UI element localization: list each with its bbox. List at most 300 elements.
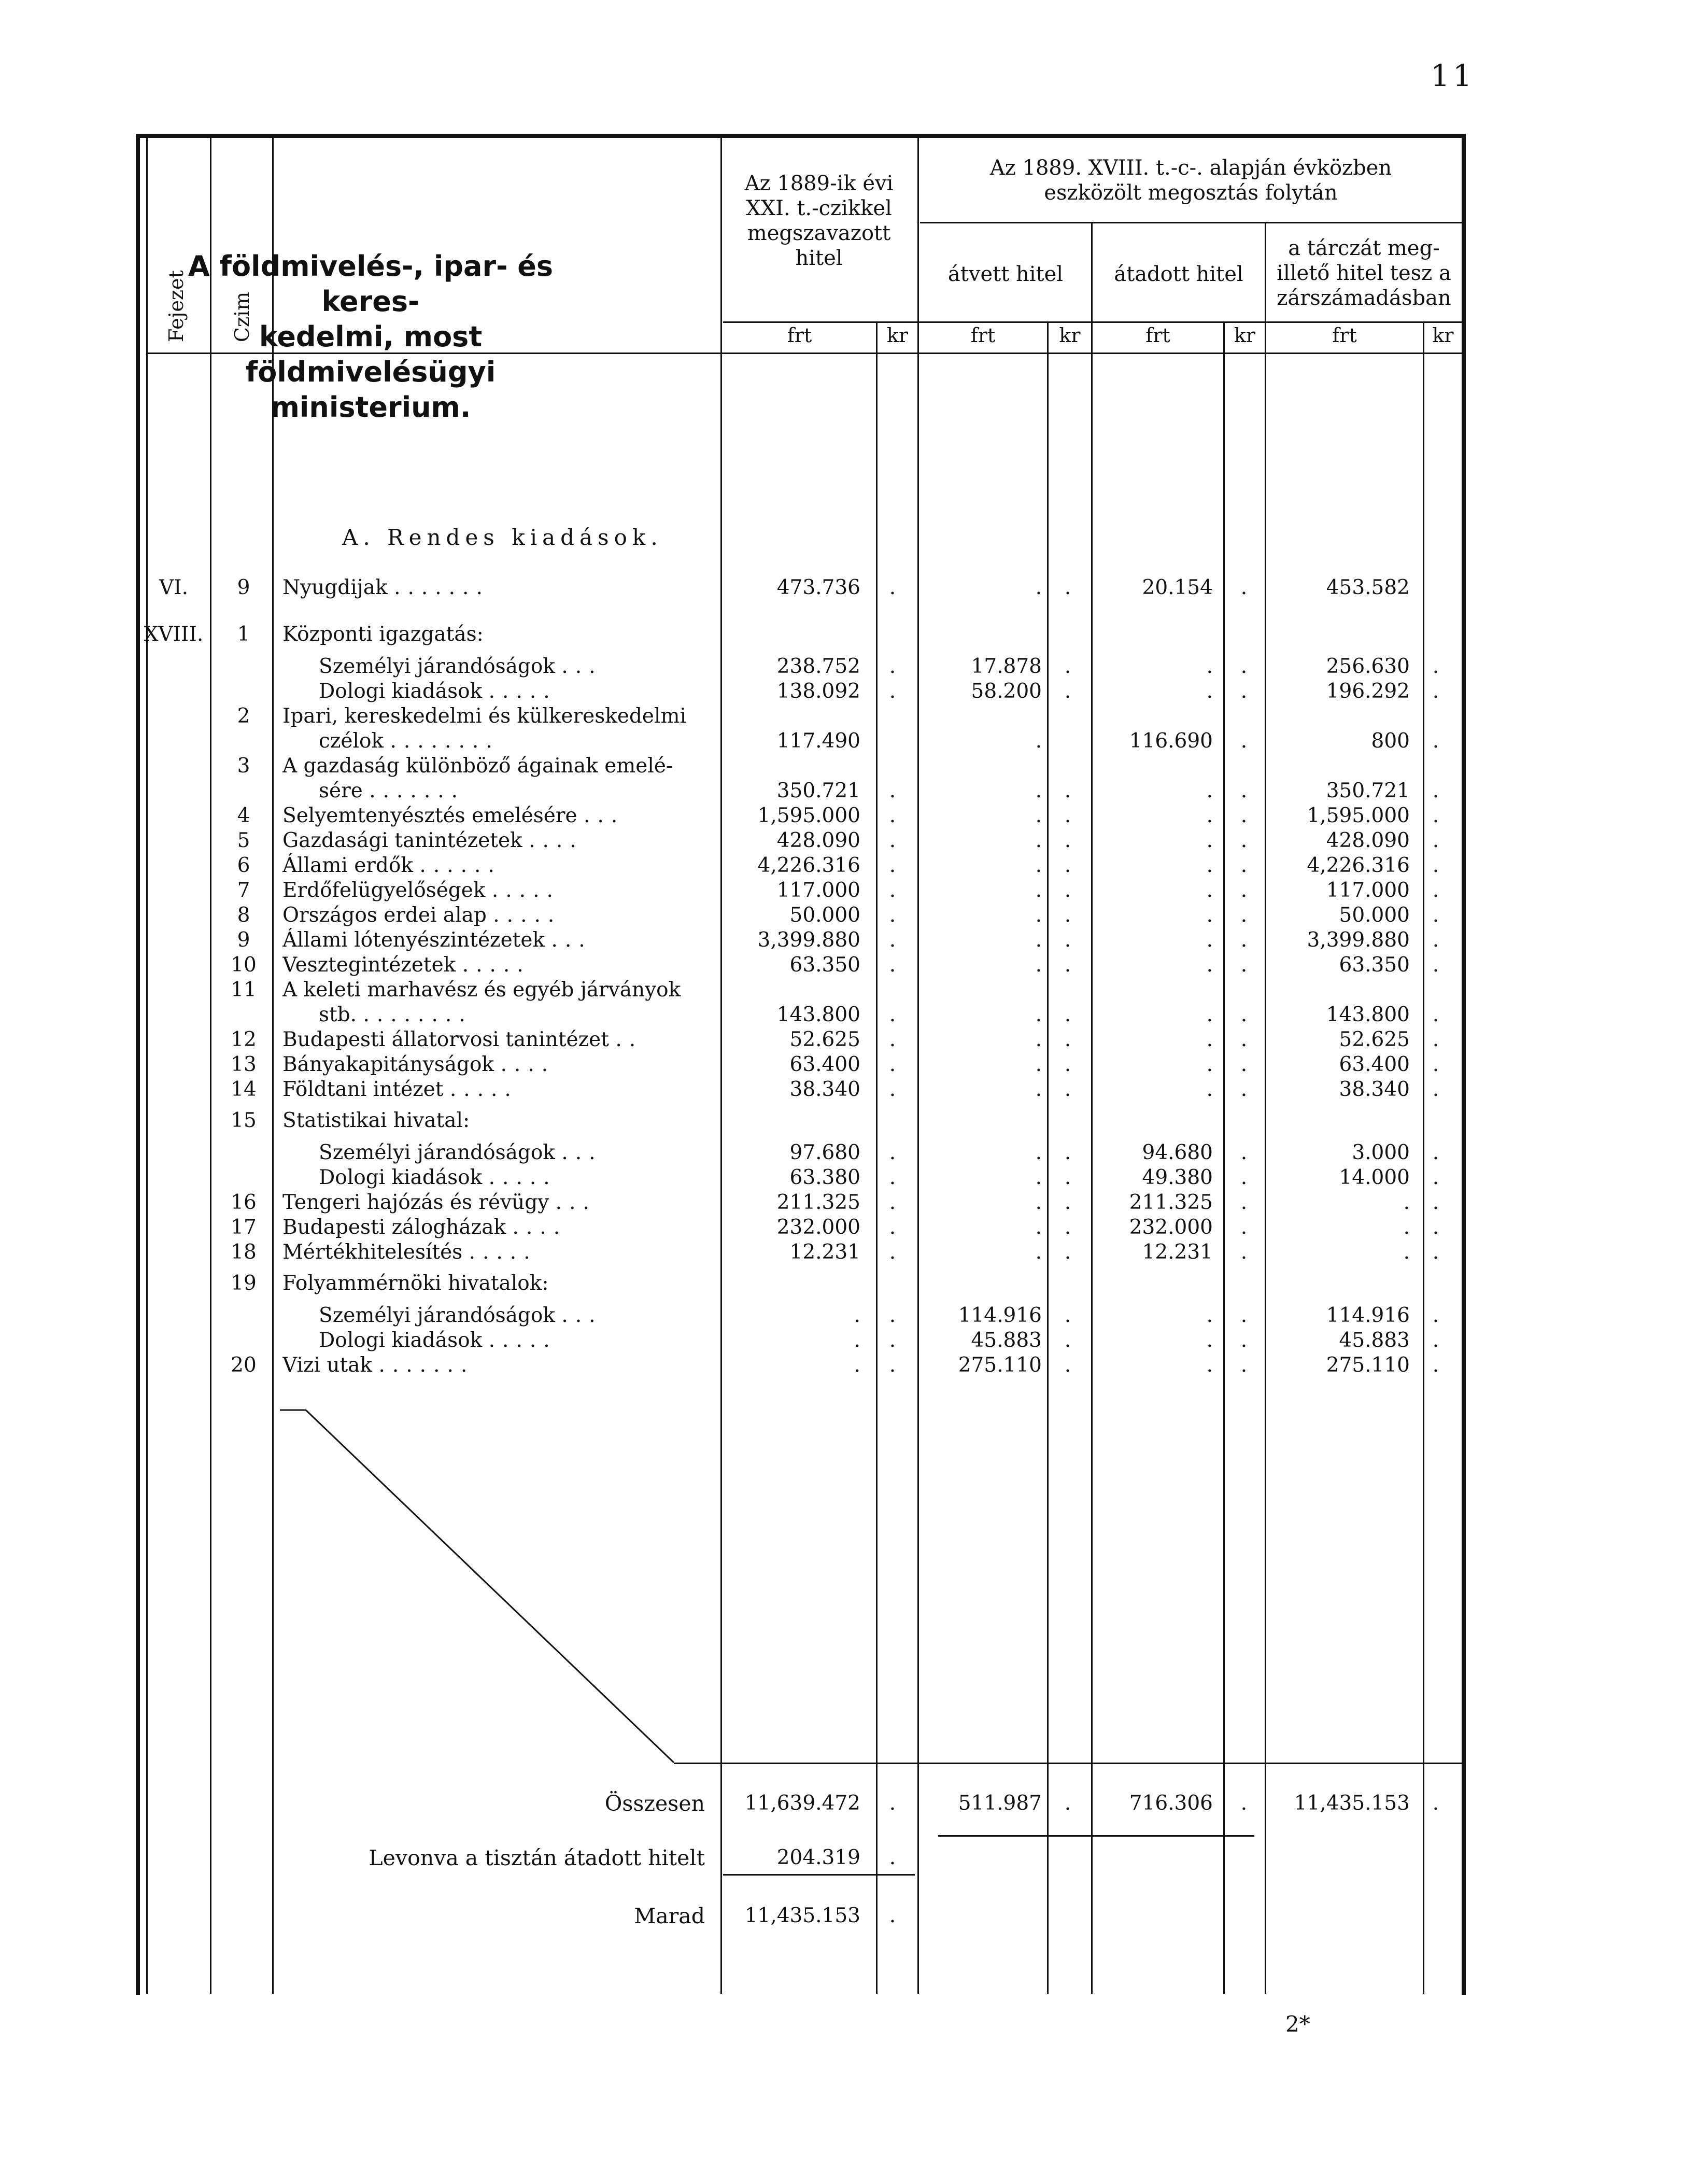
row-d2: .: [1064, 680, 1071, 703]
row-d3: .: [1240, 779, 1248, 802]
header-czim: Czim: [231, 291, 253, 342]
row-v3: .: [1206, 1028, 1213, 1051]
row-v2: .: [1035, 1028, 1042, 1051]
remain-row: [0, 1904, 1698, 1928]
row-d4: .: [1432, 680, 1439, 703]
row-v2: .: [1035, 804, 1042, 827]
row-leader-dots: .....: [493, 904, 562, 927]
row-d1: .: [889, 1078, 896, 1101]
row-v1: 350.721: [776, 779, 860, 802]
row-d2: .: [1064, 1166, 1071, 1189]
row-v4: .: [1403, 1216, 1410, 1239]
row-v3: .: [1206, 879, 1213, 902]
row-d4: .: [1432, 1191, 1439, 1214]
row-d2: .: [1064, 1354, 1071, 1377]
deduct-label: Levonva a tisztán átadott hitelt: [369, 1845, 705, 1870]
row-v1: 63.400: [789, 1053, 860, 1076]
row-v4: 38.340: [1339, 1078, 1410, 1101]
row-czim: 6: [237, 854, 250, 877]
row-leader-dots: .....: [469, 1241, 537, 1264]
row-leader-dots: ...: [561, 655, 603, 678]
page-number: 11: [1431, 58, 1475, 93]
row-d2: .: [1064, 953, 1071, 977]
row-d4: .: [1432, 1241, 1439, 1264]
row-v1: 63.350: [789, 953, 860, 977]
row-d1: .: [889, 1329, 896, 1352]
row-d4: .: [1432, 904, 1439, 927]
header-col4-line: zárszámadásban: [1277, 286, 1451, 310]
row-description-text: Budapesti állatorvosi tanintézet: [282, 1028, 609, 1051]
row-leader-dots: ........: [363, 1003, 473, 1026]
row-d3: .: [1240, 1354, 1248, 1377]
row-description-text: Országos erdei alap: [282, 904, 487, 927]
row-v2: .: [1035, 1141, 1042, 1164]
row-d2: .: [1064, 928, 1071, 952]
footer-mark: 2*: [1285, 2011, 1310, 2037]
row-leader-dots: ...: [561, 1141, 603, 1164]
row-v1: 1,595.000: [757, 804, 860, 827]
deduct-row: [0, 1845, 1698, 1870]
totals-v1: 11,639.472: [744, 1792, 860, 1815]
row-v1: 238.752: [776, 655, 860, 678]
row-czim: 20: [231, 1354, 257, 1377]
row-d3: .: [1240, 953, 1248, 977]
row-v4: 196.292: [1326, 680, 1410, 703]
row-d4: .: [1432, 1003, 1439, 1026]
row-d3: .: [1240, 729, 1248, 753]
row-leader-dots: ...: [584, 804, 625, 827]
row-d1: .: [889, 854, 896, 877]
row-v3: 211.325: [1129, 1191, 1213, 1214]
unit-kr-4: kr: [1432, 324, 1454, 347]
header-col4-line: illető hitel tesz a: [1277, 261, 1451, 285]
row-v2: .: [1035, 779, 1042, 802]
deduct-v1: 204.319: [776, 1846, 860, 1869]
totals-d1: .: [889, 1792, 896, 1815]
unit-kr-2: kr: [1059, 324, 1081, 347]
row-d4: .: [1432, 879, 1439, 902]
row-v4: 1,595.000: [1307, 804, 1410, 827]
row-v2: .: [1035, 854, 1042, 877]
row-czim: 8: [237, 904, 250, 927]
row-d4: .: [1432, 829, 1439, 852]
row-v1: 138.092: [776, 680, 860, 703]
row-v4: 256.630: [1326, 655, 1410, 678]
row-d2: .: [1064, 854, 1071, 877]
row-v2: .: [1035, 729, 1042, 753]
row-v1: .: [854, 1354, 860, 1377]
row-czim: 7: [237, 879, 250, 902]
row-v2: 17.878: [971, 655, 1042, 678]
row-d3: .: [1240, 879, 1248, 902]
row-description-text: Személyi járandóságok: [319, 655, 555, 678]
row-leader-dots: .....: [488, 1329, 557, 1352]
row-d1: .: [889, 953, 896, 977]
row-d3: .: [1240, 1028, 1248, 1051]
remain-v1: 11,435.153: [744, 1904, 860, 1927]
row-v4: 50.000: [1339, 904, 1410, 927]
row-v1: 63.380: [789, 1166, 860, 1189]
header-group-line: eszközölt megosztás folytán: [1044, 181, 1338, 205]
unit-frt-2: frt: [970, 324, 996, 347]
row-v3: .: [1206, 779, 1213, 802]
row-v2: .: [1035, 879, 1042, 902]
row-v4: 143.800: [1326, 1003, 1410, 1026]
row-d1: .: [889, 804, 896, 827]
row-v3: .: [1206, 1304, 1213, 1327]
row-description-text: Selyemtenyésztés emelésére: [282, 804, 577, 827]
row-d1: .: [889, 1241, 896, 1264]
row-czim: 16: [231, 1191, 257, 1214]
row-v3: .: [1206, 1053, 1213, 1076]
row-v3: .: [1206, 1329, 1213, 1352]
row-description-text: A keleti marhavész és egyéb járványok: [282, 978, 681, 1002]
row-v1: 50.000: [789, 904, 860, 927]
row-v2: 114.916: [958, 1304, 1042, 1327]
row-d1: .: [889, 879, 896, 902]
row-v4: 3,399.880: [1307, 928, 1410, 952]
totals-d2: .: [1064, 1792, 1071, 1815]
row-d1: .: [889, 1216, 896, 1239]
row-d1: .: [889, 1028, 896, 1051]
row-czim: 9: [237, 928, 250, 952]
row-leader-dots: .....: [462, 953, 531, 977]
row-d3: .: [1240, 1216, 1248, 1239]
section-label: A. Rendes kiadások.: [342, 525, 663, 550]
row-d4: .: [1432, 928, 1439, 952]
row-d1: .: [889, 1304, 896, 1327]
row-czim: 18: [231, 1241, 257, 1264]
row-d4: .: [1432, 953, 1439, 977]
title-line: ministerium.: [270, 391, 471, 424]
row-d3: .: [1240, 576, 1248, 599]
header-col3: átadott hitel: [1114, 262, 1243, 286]
unit-kr-1: kr: [886, 324, 909, 347]
row-v3: 94.680: [1142, 1141, 1213, 1164]
row-d4: .: [1432, 729, 1439, 753]
row-description-text: Budapesti zálogházak: [282, 1216, 506, 1239]
row-description-text: Folyammérnöki hivatalok:: [282, 1272, 549, 1295]
row-d2: .: [1064, 829, 1071, 852]
totals-d3: .: [1240, 1792, 1248, 1815]
row-d1: .: [889, 680, 896, 703]
row-v2: .: [1035, 904, 1042, 927]
row-d1: .: [889, 904, 896, 927]
header-fejezet: Fejezet: [165, 270, 188, 342]
row-leader-dots: ........: [390, 729, 500, 753]
row-d1: .: [889, 928, 896, 952]
row-v3: 20.154: [1142, 576, 1213, 599]
row-d3: .: [1240, 1191, 1248, 1214]
row-v2: .: [1035, 829, 1042, 852]
row-d4: .: [1432, 1166, 1439, 1189]
row-d2: .: [1064, 576, 1071, 599]
row-leader-dots: ...: [551, 928, 592, 952]
totals-label: Összesen: [604, 1791, 705, 1816]
row-d1: .: [889, 779, 896, 802]
row-leader-dots: ....: [512, 1216, 568, 1239]
row-v2: .: [1035, 928, 1042, 952]
row-d2: .: [1064, 655, 1071, 678]
row-v1: 3,399.880: [757, 928, 860, 952]
row-d4: .: [1432, 655, 1439, 678]
row-d3: .: [1240, 1329, 1248, 1352]
row-d1: .: [889, 1053, 896, 1076]
row-description-text: A gazdaság különböző ágainak emelé-: [282, 754, 673, 778]
row-czim: 14: [231, 1078, 257, 1101]
row-leader-dots: .....: [488, 1166, 557, 1189]
row-leader-dots: ......: [419, 854, 502, 877]
row-d2: .: [1064, 1003, 1071, 1026]
row-v2: 275.110: [958, 1354, 1042, 1377]
header-col2: átvett hitel: [947, 262, 1064, 286]
row-description-text: Statistikai hivatal:: [282, 1109, 470, 1132]
row-v2: .: [1035, 576, 1042, 599]
row-v3: .: [1206, 680, 1213, 703]
row-d1: .: [889, 1003, 896, 1026]
row-fejezet: XVIII.: [144, 623, 204, 646]
row-leader-dots: .....: [449, 1078, 518, 1101]
row-d3: .: [1240, 1053, 1248, 1076]
row-d4: .: [1432, 1141, 1439, 1164]
row-v1: 38.340: [789, 1078, 860, 1101]
row-description-text: Gazdasági tanintézetek: [282, 829, 522, 852]
row-d1: .: [889, 1166, 896, 1189]
row-v3: 116.690: [1129, 729, 1213, 753]
row-v4: 4,226.316: [1307, 854, 1410, 877]
row-description-text: stb.: [319, 1003, 357, 1026]
row-d2: .: [1064, 1141, 1071, 1164]
row-d1: .: [889, 1354, 896, 1377]
row-d2: .: [1064, 1078, 1071, 1101]
row-v2: .: [1035, 1191, 1042, 1214]
row-d3: .: [1240, 1078, 1248, 1101]
row-d4: .: [1432, 804, 1439, 827]
row-description-text: Központi igazgatás:: [282, 623, 484, 646]
row-v3: 49.380: [1142, 1166, 1213, 1189]
row-description-text: sére: [319, 779, 363, 802]
row-v2: .: [1035, 1053, 1042, 1076]
row-czim: 5: [237, 829, 250, 852]
row-leader-dots: .......: [378, 1354, 475, 1377]
row-d3: .: [1240, 655, 1248, 678]
row-d2: .: [1064, 1053, 1071, 1076]
row-v4: 63.400: [1339, 1053, 1410, 1076]
row-v4: .: [1403, 1191, 1410, 1214]
row-v3: .: [1206, 953, 1213, 977]
row-v4: 63.350: [1339, 953, 1410, 977]
row-v1: .: [854, 1304, 860, 1327]
row-v1: 143.800: [776, 1003, 860, 1026]
row-czim: 13: [231, 1053, 257, 1076]
row-v3: .: [1206, 1354, 1213, 1377]
row-d2: .: [1064, 1329, 1071, 1352]
row-d4: .: [1432, 1078, 1439, 1101]
row-d3: .: [1240, 854, 1248, 877]
row-d1: .: [889, 1141, 896, 1164]
row-d3: .: [1240, 1003, 1248, 1026]
row-czim: 11: [231, 978, 257, 1002]
header-col1-line: Az 1889-ik évi: [744, 172, 894, 195]
row-description-text: Tengeri hajózás és révügy: [282, 1191, 549, 1214]
remain-label: Marad: [634, 1904, 705, 1928]
row-description-text: Nyugdijak: [282, 576, 388, 599]
row-description-text: Állami erdők: [282, 854, 414, 877]
row-description-text: Személyi járandóságok: [319, 1304, 555, 1327]
row-d2: .: [1064, 1028, 1071, 1051]
row-v3: .: [1206, 1003, 1213, 1026]
row-v1: 117.490: [776, 729, 860, 753]
row-d3: .: [1240, 1304, 1248, 1327]
row-v1: 97.680: [789, 1141, 860, 1164]
row-v3: .: [1206, 829, 1213, 852]
row-d3: .: [1240, 904, 1248, 927]
row-description-text: Bányakapitányságok: [282, 1053, 494, 1076]
row-d1: .: [889, 655, 896, 678]
totals-v4: 11,435.153: [1294, 1792, 1410, 1815]
row-description-text: Ipari, kereskedelmi és külkereskedelmi: [282, 704, 686, 728]
row-d4: .: [1432, 1216, 1439, 1239]
row-leader-dots: ...: [555, 1191, 597, 1214]
row-leader-dots: .....: [488, 680, 557, 703]
row-d4: .: [1432, 854, 1439, 877]
unit-frt-1: frt: [787, 324, 812, 347]
totals-v2: 511.987: [958, 1792, 1042, 1815]
title-line: A földmivelés-, ipar- és keres-: [188, 250, 554, 318]
row-v3: .: [1206, 928, 1213, 952]
row-d2: .: [1064, 1241, 1071, 1264]
row-v2: .: [1035, 1003, 1042, 1026]
row-v1: 12.231: [789, 1241, 860, 1264]
row-v1: 4,226.316: [757, 854, 860, 877]
row-v3: .: [1206, 655, 1213, 678]
row-d3: .: [1240, 680, 1248, 703]
row-v4: 275.110: [1326, 1354, 1410, 1377]
row-czim: 15: [231, 1109, 257, 1132]
row-v4: .: [1403, 1241, 1410, 1264]
row-d3: .: [1240, 829, 1248, 852]
row-v3: 12.231: [1142, 1241, 1213, 1264]
row-description-text: Dologi kiadások: [319, 1166, 483, 1189]
row-v1: 117.000: [776, 879, 860, 902]
row-v2: .: [1035, 1078, 1042, 1101]
header-group-line: Az 1889. XVIII. t.-c-. alapján évközben: [989, 156, 1392, 180]
row-d4: .: [1432, 1053, 1439, 1076]
row-v3: .: [1206, 904, 1213, 927]
row-czim: 2: [237, 704, 250, 728]
row-d3: .: [1240, 1241, 1248, 1264]
row-d3: .: [1240, 1166, 1248, 1189]
row-v2: 58.200: [971, 680, 1042, 703]
row-d4: .: [1432, 1329, 1439, 1352]
row-leader-dots: .....: [491, 879, 560, 902]
row-v1: .: [854, 1329, 860, 1352]
row-d2: .: [1064, 879, 1071, 902]
row-czim: 9: [237, 576, 250, 599]
row-d4: .: [1432, 779, 1439, 802]
row-description-text: Földtani intézet: [282, 1078, 444, 1101]
row-v3: 232.000: [1129, 1216, 1213, 1239]
row-v2: 45.883: [971, 1329, 1042, 1352]
row-v4: 52.625: [1339, 1028, 1410, 1051]
row-leader-dots: .......: [369, 779, 465, 802]
row-v1: 428.090: [776, 829, 860, 852]
row-leader-dots: .......: [394, 576, 490, 599]
row-v1: 473.736: [776, 576, 860, 599]
row-d1: .: [889, 1191, 896, 1214]
row-v4: 453.582: [1326, 576, 1410, 599]
row-description-text: Vesztegintézetek: [282, 953, 456, 977]
row-d2: .: [1064, 1304, 1071, 1327]
row-fejezet: VI.: [159, 576, 188, 599]
row-d2: .: [1064, 904, 1071, 927]
row-description-text: Dologi kiadások: [319, 680, 483, 703]
row-description-text: Mértékhitelesítés: [282, 1241, 463, 1264]
row-description-text: Állami lótenyészintézetek: [282, 928, 545, 952]
row-d2: .: [1064, 779, 1071, 802]
row-d3: .: [1240, 1141, 1248, 1164]
header-col4-line: a tárczát meg-: [1288, 236, 1440, 260]
row-czim: 4: [237, 804, 250, 827]
row-v3: .: [1206, 854, 1213, 877]
row-v4: 3.000: [1352, 1141, 1410, 1164]
row-description-text: Személyi járandóságok: [319, 1141, 555, 1164]
totals-v3: 716.306: [1129, 1792, 1213, 1815]
row-v1: 52.625: [789, 1028, 860, 1051]
row-v1: 232.000: [776, 1216, 860, 1239]
row-d3: .: [1240, 928, 1248, 952]
row-d4: .: [1432, 1354, 1439, 1377]
header-col1-line: hitel: [795, 246, 843, 270]
row-v4: 14.000: [1339, 1166, 1410, 1189]
row-v4: 800: [1371, 729, 1410, 753]
row-v1: 211.325: [776, 1191, 860, 1214]
row-v2: .: [1035, 953, 1042, 977]
row-v2: .: [1035, 1216, 1042, 1239]
row-czim: 17: [231, 1216, 257, 1239]
row-leader-dots: ..: [615, 1028, 643, 1051]
row-v4: 114.916: [1326, 1304, 1410, 1327]
unit-frt-3: frt: [1145, 324, 1170, 347]
row-description-text: Vizi utak: [282, 1354, 373, 1377]
row-d2: .: [1064, 804, 1071, 827]
totals-d4: .: [1432, 1792, 1439, 1815]
row-v4: 428.090: [1326, 829, 1410, 852]
totals-row: [0, 1791, 1698, 1816]
header-col1-line: megszavazott: [747, 221, 891, 245]
remain-d1: .: [889, 1904, 896, 1927]
row-description-text: Dologi kiadások: [319, 1329, 483, 1352]
row-czim: 12: [231, 1028, 257, 1051]
row-v4: 350.721: [1326, 779, 1410, 802]
unit-frt-4: frt: [1332, 324, 1357, 347]
row-v4: 45.883: [1339, 1329, 1410, 1352]
row-v3: .: [1206, 804, 1213, 827]
row-d4: .: [1432, 1028, 1439, 1051]
header-col1-line: XXI. t.-czikkel: [746, 196, 892, 220]
row-d3: .: [1240, 804, 1248, 827]
row-d1: .: [889, 576, 896, 599]
row-leader-dots: ...: [561, 1304, 603, 1327]
row-v3: .: [1206, 1078, 1213, 1101]
row-leader-dots: ....: [529, 829, 584, 852]
row-czim: 19: [231, 1272, 257, 1295]
unit-kr-3: kr: [1234, 324, 1256, 347]
row-v2: .: [1035, 1166, 1042, 1189]
row-v4: 117.000: [1326, 879, 1410, 902]
row-description-text: czélok: [319, 729, 384, 753]
row-d1: .: [889, 829, 896, 852]
